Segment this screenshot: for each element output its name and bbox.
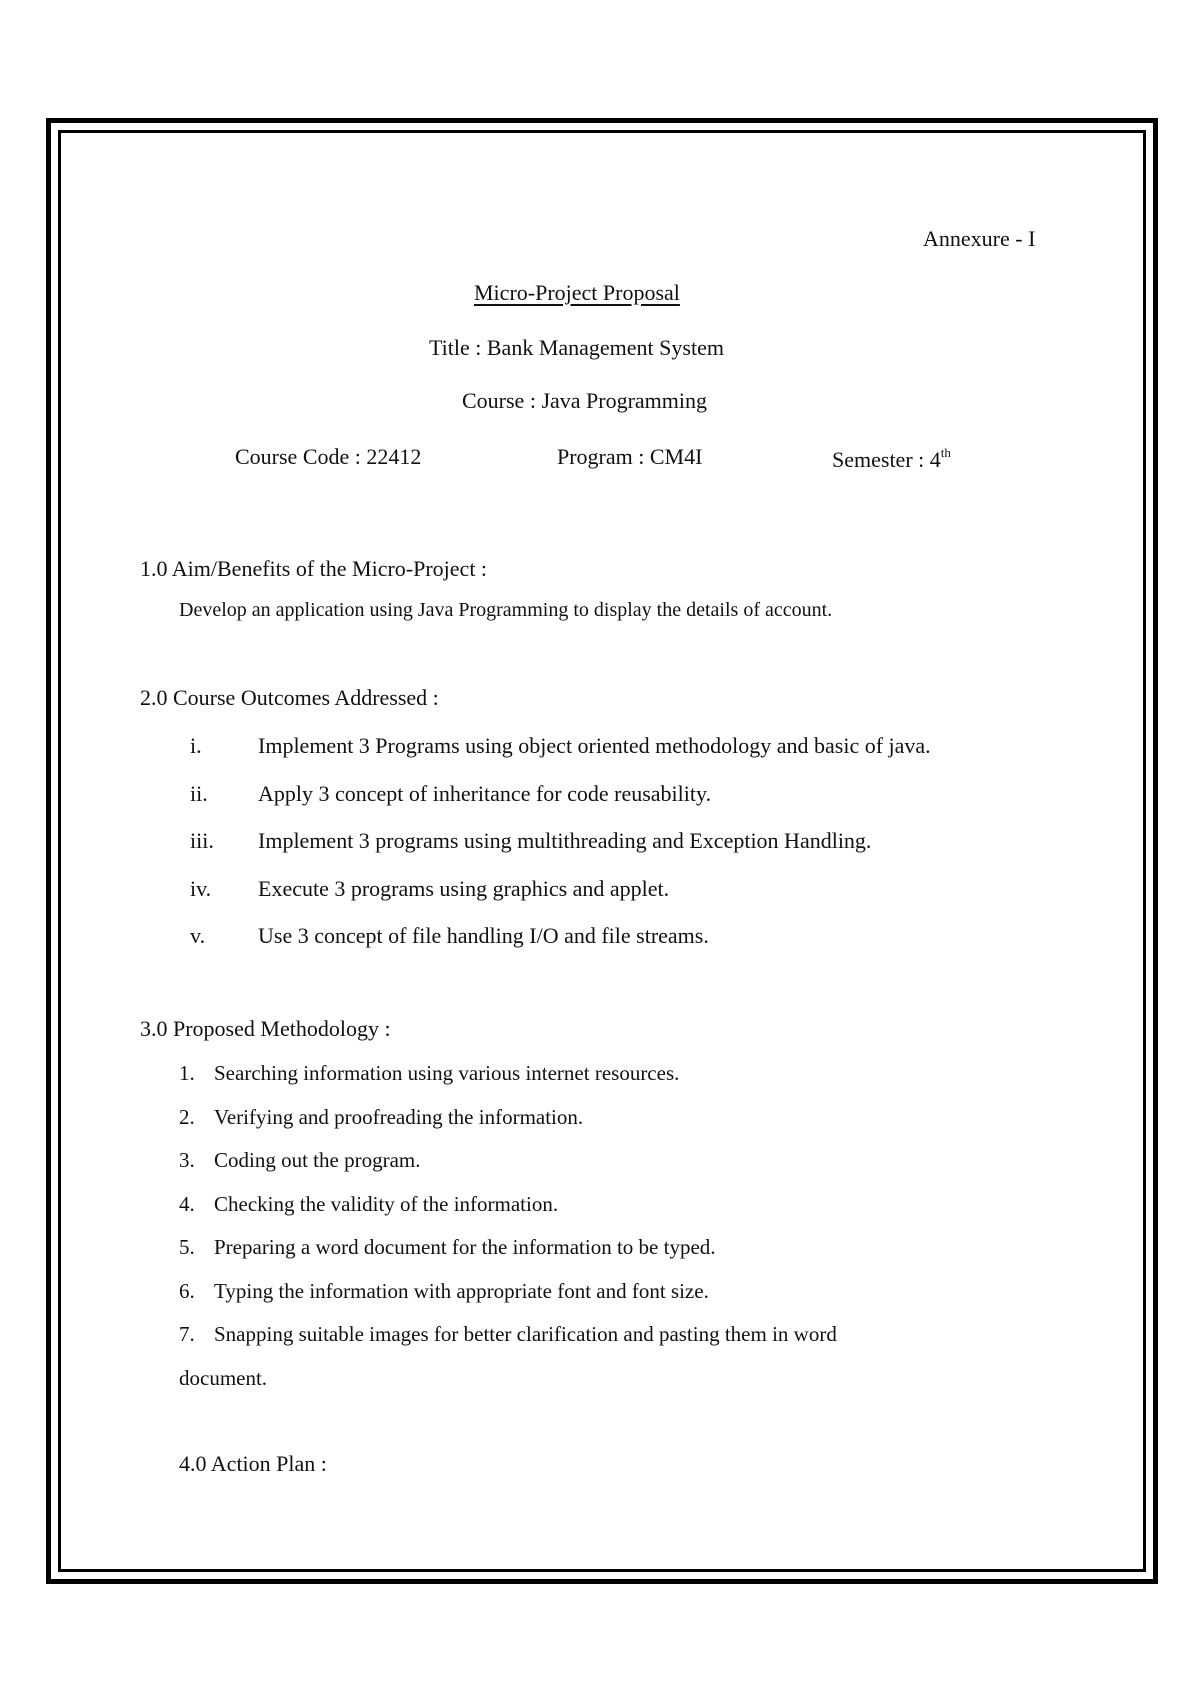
outcome-item: Implement 3 Programs using object oriented methodology and basic of java. bbox=[258, 733, 931, 758]
project-title: Title : Bank Management System bbox=[429, 335, 724, 360]
outcome-number: iii. bbox=[190, 828, 214, 853]
methodology-step-continuation: document. bbox=[179, 1366, 268, 1390]
semester-superscript: th bbox=[940, 445, 951, 460]
semester-label: Semester : 4 bbox=[832, 447, 941, 472]
outcome-number: i. bbox=[190, 733, 202, 758]
outcome-item: Apply 3 concept of inheritance for code reusability. bbox=[258, 781, 712, 806]
methodology-number: 2. bbox=[179, 1105, 195, 1129]
methodology-step: Verifying and proofreading the information. bbox=[214, 1105, 584, 1129]
methodology-step: Typing the information with appropriate font and font size. bbox=[214, 1279, 709, 1303]
outcome-item: Use 3 concept of file handling I/O and file streams. bbox=[258, 923, 709, 948]
methodology-number: 5. bbox=[179, 1235, 195, 1259]
methodology-step: Checking the validity of the information. bbox=[214, 1192, 559, 1216]
methodology-heading: 3.0 Proposed Methodology : bbox=[140, 1016, 391, 1041]
outcomes-heading: 2.0 Course Outcomes Addressed : bbox=[140, 685, 439, 710]
action-plan-heading: 4.0 Action Plan : bbox=[179, 1451, 327, 1476]
course-name: Course : Java Programming bbox=[462, 388, 708, 413]
methodology-number: 3. bbox=[179, 1148, 195, 1172]
methodology-number: 1. bbox=[179, 1061, 195, 1085]
methodology-step: Coding out the program. bbox=[214, 1148, 421, 1172]
methodology-step: Preparing a word document for the information to be typed. bbox=[214, 1235, 716, 1259]
outcome-number: v. bbox=[190, 923, 206, 948]
aim-text: Develop an application using Java Programming to display the details of account. bbox=[179, 599, 833, 621]
outcome-number: ii. bbox=[190, 781, 208, 806]
methodology-number: 4. bbox=[179, 1192, 195, 1216]
methodology-step: Searching information using various internet resources. bbox=[214, 1061, 680, 1085]
methodology-number: 7. bbox=[179, 1322, 195, 1346]
proposal-title: Micro-Project Proposal bbox=[474, 280, 680, 305]
program-code: Program : CM4I bbox=[557, 444, 703, 469]
outcome-item: Execute 3 programs using graphics and applet. bbox=[258, 876, 670, 901]
course-code: Course Code : 22412 bbox=[235, 444, 422, 469]
aim-heading: 1.0 Aim/Benefits of the Micro-Project : bbox=[140, 556, 488, 581]
outcome-item: Implement 3 programs using multithreading and Exception Handling. bbox=[258, 828, 872, 853]
semester bbox=[832, 446, 951, 471]
methodology-number: 6. bbox=[179, 1279, 195, 1303]
methodology-step: Snapping suitable images for better clarification and pasting them in word bbox=[214, 1322, 837, 1346]
outcome-number: iv. bbox=[190, 876, 212, 901]
annexure-label: Annexure - I bbox=[923, 226, 1036, 251]
